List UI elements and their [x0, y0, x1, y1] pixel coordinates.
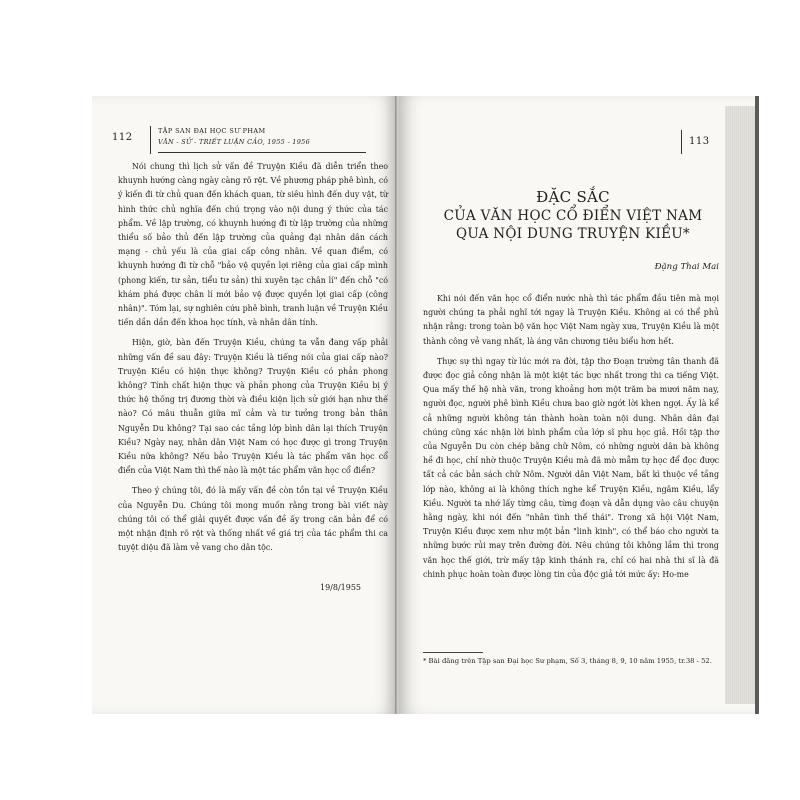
paragraph: Theo ý chúng tôi, đó là mấy vấn đề còn tồn tại về Truyện Kiều của Nguyễn Du. Chúng tôi mong muốn rằng trong bài viết này chúng tôi có thể giải quyết được vấn đề ấy trong căn bản để có một nhận định rõ rệt và thống nhất về giá trị của tác phẩm thi ca tuyệt diệu đã làm vẻ vang cho dân tộc.	[118, 486, 388, 553]
right-page-number: 113	[689, 136, 710, 147]
title-line: CỦA VĂN HỌC CỔ ĐIỂN VIỆT NAM	[443, 207, 703, 224]
article-author: Đặng Thai Mai	[654, 262, 719, 272]
right-page-body	[423, 292, 719, 588]
journal-subtitle: VĂN - SỬ - TRIẾT LUẬN CẢO, 1955 - 1956	[158, 138, 311, 146]
title-line: QUA NỘI DUNG TRUYỆN KIỀU*	[456, 226, 690, 242]
footnote: * Bài đăng trên Tập san Đại học Sư phạm, Số 3, tháng 8, 9, 10 năm 1955, tr.38 - 52.	[423, 657, 712, 665]
left-page-header	[112, 128, 382, 154]
left-page	[92, 96, 397, 714]
left-page-number: 112	[112, 132, 133, 143]
open-book	[92, 96, 792, 714]
paragraph: Hiện, giờ, bàn đến Truyện Kiều, chúng ta vẫn đang vấp phải những vấn đề sau đây: Truyện Kiều là tiếng nói của giai cấp nào? Truyện Kiều có hiện thực không? Truyện Kiều có phản phong không? Tính chất hiện thực và phản phong của Truyện Kiều bị ý thức hệ thống trị đương thời và điều kiện lịch sử giới hạn như thế nào? Có mâu thuẫn giữa mĩ cảm và tư tưởng trong bản thân Nguyễn Du không? Tại sao các tầng lớp bình dân lại thích Truyện Kiều? Ngày nay, nhân dân Việt Nam có học được gì trong Truyện Kiều nữa không? Nếu bảo Truyện Kiều là tác phẩm văn học cổ điển của Việt Nam thì thế nào là một tác phẩm văn học cổ điển?	[118, 338, 388, 476]
book-cover-edge	[755, 96, 759, 714]
article-date: 19/8/1955	[320, 583, 362, 592]
paragraph: Nói chung thì lịch sử vấn đề Truyện Kiều đã diễn triển theo khuynh hướng càng ngày càng rõ rệt. Về phương pháp phê bình, có ý kiến đi từ chủ quan đến khách quan, từ siêu hình đến duy vật, từ hình thức chủ nghĩa đến chú trọng vào nội dung ý thức của tác phẩm. Về lập trường, có khuynh hướng đi từ lập trường của những thiểu số bảo thủ đến lập trường của quảng đại nhân dân cách mạng - chủ yếu là của giai cấp công nhân. Về quan điểm, có khuynh hướng đi từ chỗ "bảo vệ quyền lợi riêng của giai cấp mình (phong kiến, tư sản, tiểu tư sản) thì xuyên tạc chân lí" đến chỗ "có khám phá được chân lí mới bảo vệ được quyền lợi giai cấp (công nhân)". Tóm lại, sự nghiên cứu phê bình, tranh luận về Truyện Kiều tiến dần dần đến khoa học tính, và nhân dân tính.	[118, 162, 388, 328]
footnote-rule	[423, 652, 483, 653]
right-page	[399, 96, 759, 714]
header-divider	[150, 126, 151, 154]
article-title	[423, 188, 723, 244]
journal-title: TẬP SAN ĐẠI HỌC SƯ PHẠM	[158, 127, 266, 135]
title-line: ĐẶC SẮC	[536, 188, 610, 206]
paragraph: Thực sự thì ngay từ lúc mới ra đời, tập thơ Đoạn trường tân thanh đã được đọc giả công nhận là một kiệt tác bực nhất trong thi ca tiếng Việt. Qua mấy thế hệ nhà văn, trong khoảng hơn một trăm ba mươi năm nay, người đọc, người phê bình Kiều chưa bao giờ ngớt lời khen ngợi. Ấy là kể cả những người không tán thành hoàn toàn nội dung. Nhân dân đại chúng cũng xác nhận lời bình phẩm của lớp sĩ phu học giả. Hồi tập thơ của Nguyễn Du còn chép bằng chữ Nôm, có những người dân bà không hề đi học, chỉ nhờ thuộc Truyện Kiều mà đã mò mẫm tự học để đọc được tất cả các bản sách chữ Nôm. Người dân Việt Nam, bất kì thuộc về tầng lớp nào, không ai là không thích nghe kể Truyện Kiều, ngâm Kiều, lẩy Kiều. Người ta nhớ lấy từng câu, từng đoạn và dẫn dụng vào câu chuyện hằng ngày, khi nói đến "nhân tình thế thái". Trong xã hội Việt Nam, Truyện Kiều được xem như một bản "linh kinh", có thể báo cho người ta những bước rủi may trên đường đời. Nêu chúng tôi không lầm thì trong văn học thế giới, trừ mấy tập kinh thánh ra, chỉ có hai nhà thi sĩ là đã chinh phục hoàn toàn được lòng tin của độc giả tới mức ấy: Ho-me	[423, 356, 719, 579]
header-rule	[158, 152, 366, 153]
left-page-body	[118, 160, 388, 561]
header-divider	[681, 130, 682, 154]
page-block-edge	[725, 106, 759, 704]
paragraph: Khi nói đến văn học cổ điển nước nhà thì tác phẩm đầu tiên mà mọi người chúng ta phải nghĩ tới ngay là Truyện Kiều. Không ai có thể phủ nhận rằng: trong toàn bộ văn học Việt Nam ngày xưa, Truyện Kiều là một thành công vẻ vang nhất, là áng văn chương tiêu biểu hơn hết.	[423, 294, 719, 346]
